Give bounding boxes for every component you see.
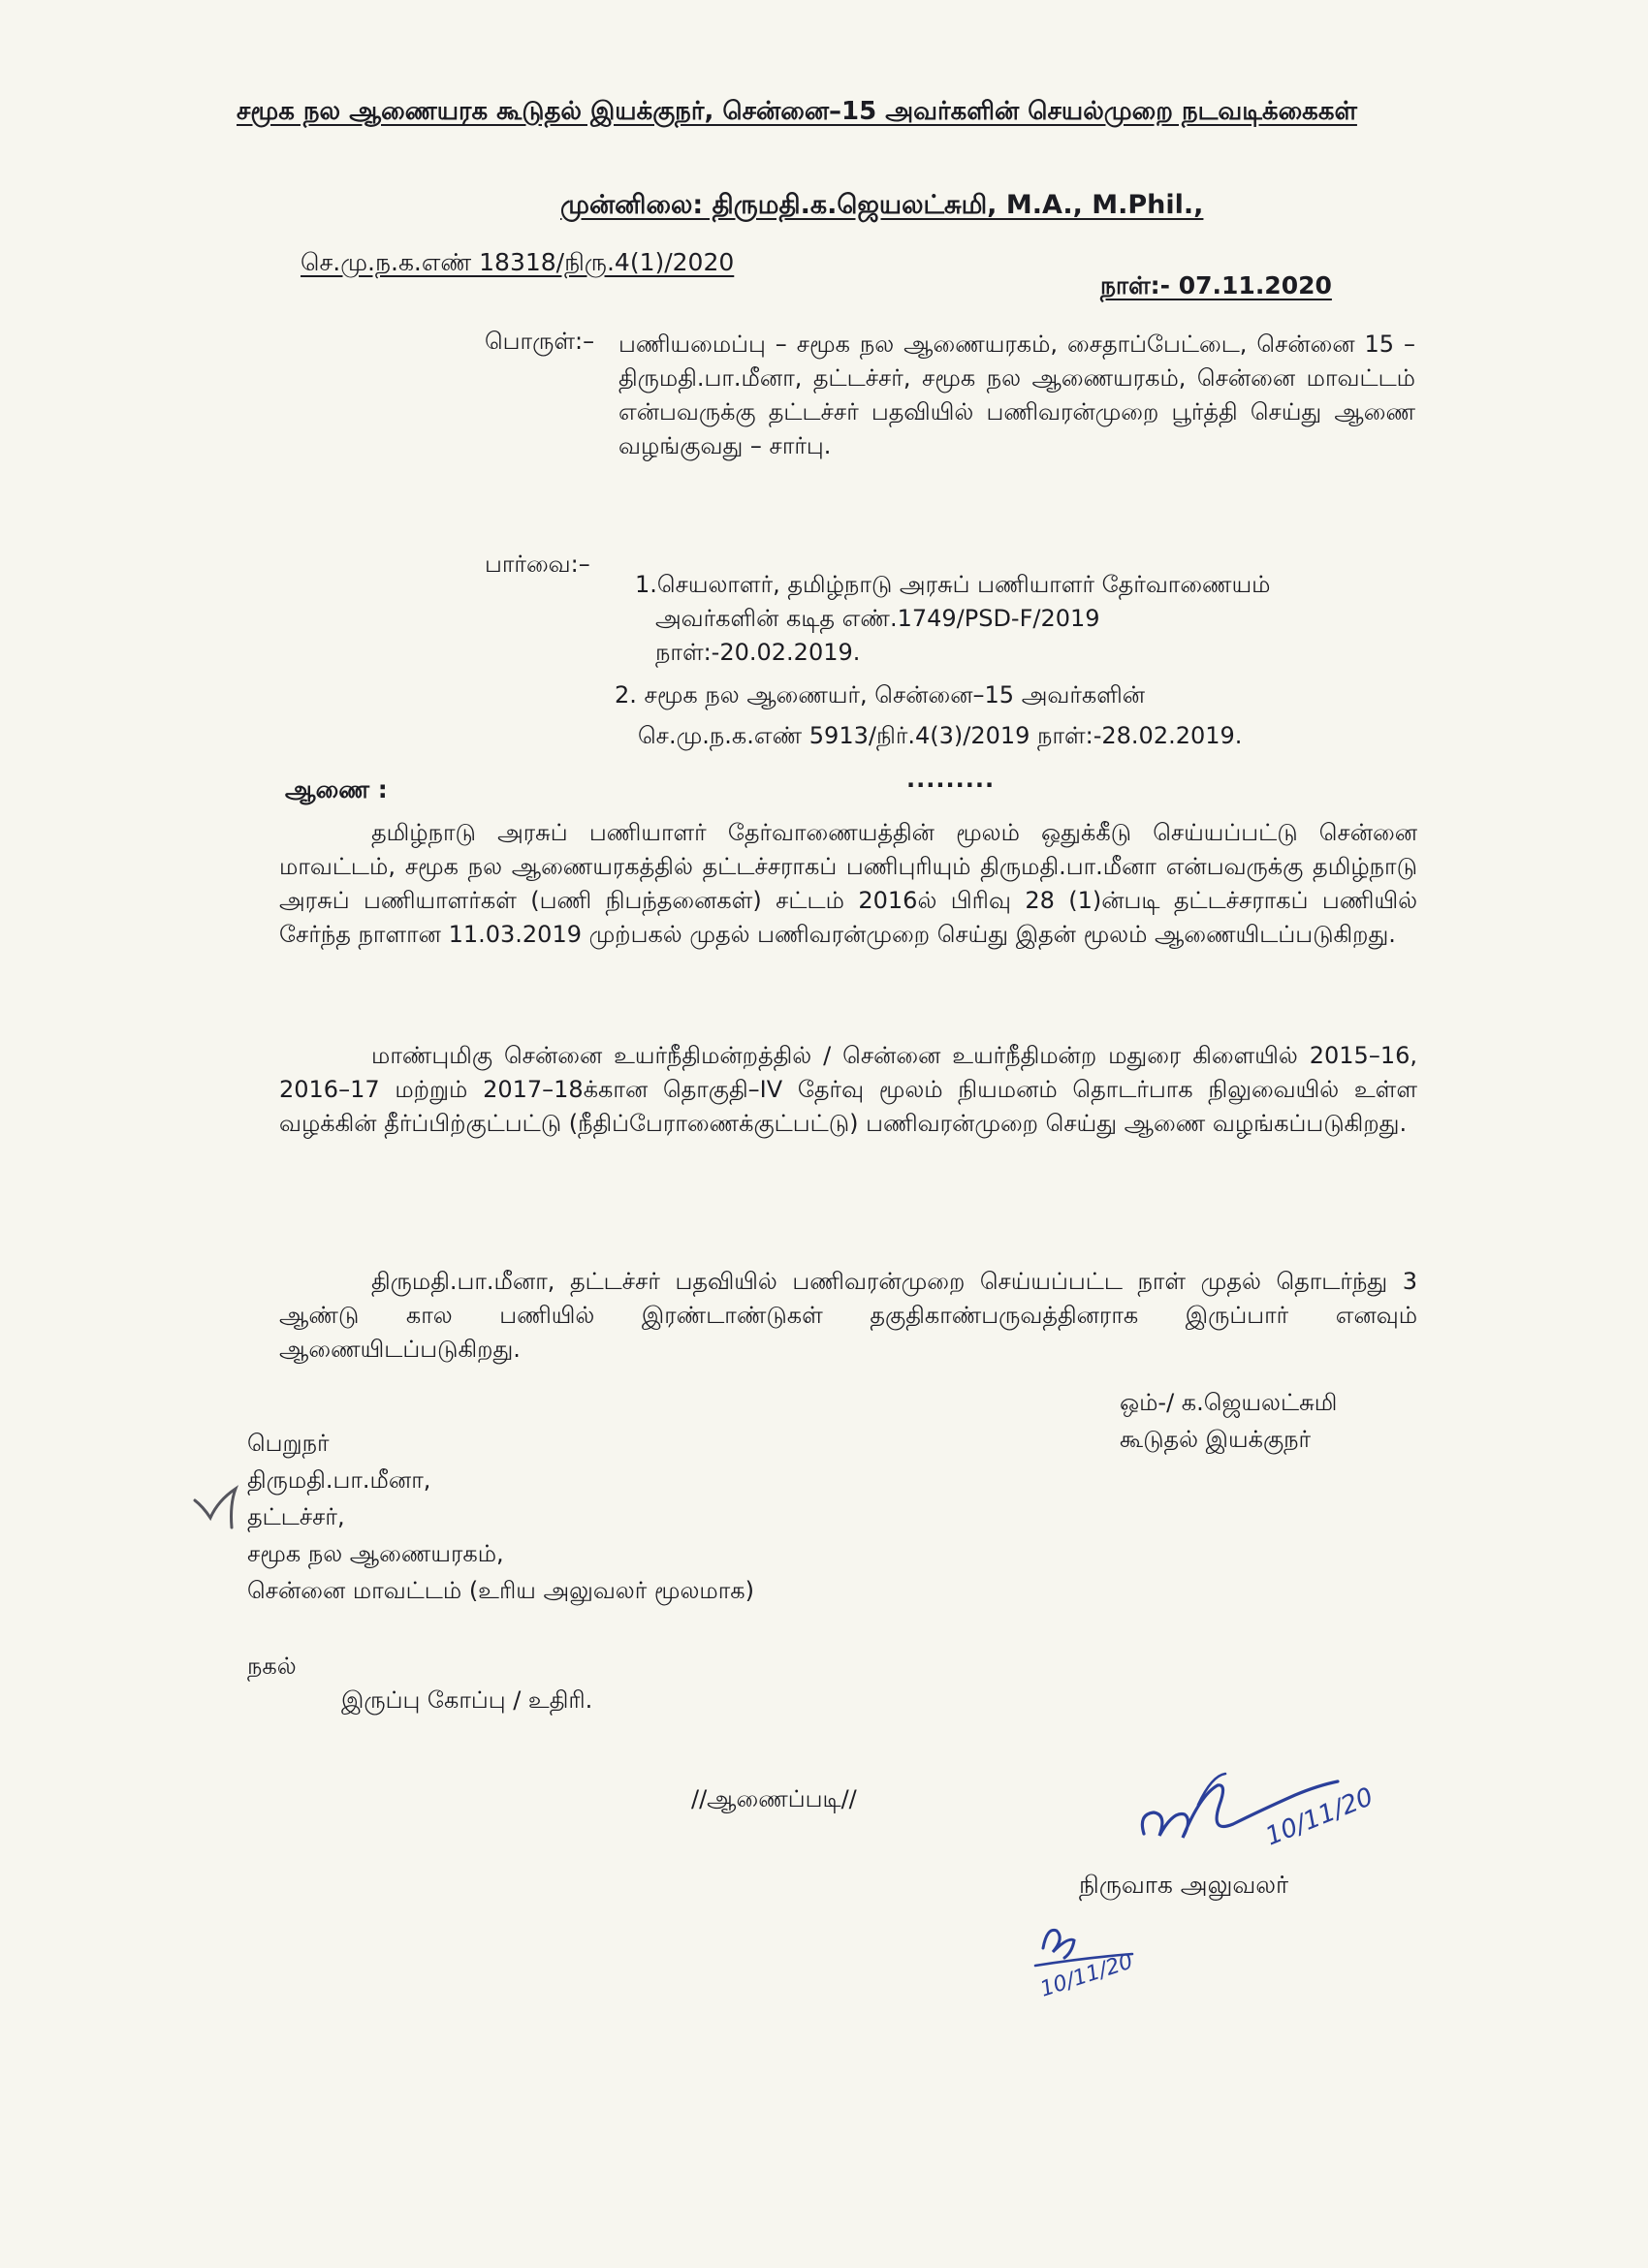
reference-2-line-1: 2. சமூக நல ஆணையர், சென்னை–15 அவர்களின் <box>615 681 1146 709</box>
recipient-line-1: திருமதி.பா.மீனா, <box>247 1466 431 1494</box>
document-date: நாள்:- 07.11.2020 <box>1100 271 1332 299</box>
pencil-tick-mark <box>189 1483 257 1536</box>
reference-1-line-2: அவர்களின் கடித எண்.1749/PSD-F/2019 <box>655 605 1100 632</box>
true-copy-line: //ஆணைப்படி// <box>691 1785 857 1812</box>
subject-label: பொருள்:– <box>485 328 595 355</box>
recipient-block <box>247 1425 754 1609</box>
document-title: சமூக நல ஆணையரக கூடுதல் இயக்குநர், சென்னை–15 அவர்களின் செயல்முறை நடவடிக்கைகள் <box>237 97 1357 126</box>
recipient-line-4: சென்னை மாவட்டம் (உரிய அலுவலர் மூலமாக) <box>247 1577 754 1604</box>
order-heading: ஆணை : <box>285 775 388 803</box>
signatory-designation: கூடுதல் இயக்குநர் <box>1120 1426 1312 1453</box>
order-paragraph-3: திருமதி.பா.மீனா, தட்டச்சர் பதவியில் பணிவரன்முறை செய்யப்பட்ட நாள் முதல் தொடர்ந்து 3 ஆண்டு கால பணியில் இரண்டாண்டுகள் தகுதிகாண்பருவத்தினராக இருப்பார் எனவும் ஆணையிடப்படுகிறது. <box>279 1268 1417 1363</box>
signatory-block <box>1120 1384 1337 1458</box>
signatory-name: ஒம்-/ க.ஜெயலட்சுமி <box>1120 1389 1338 1416</box>
recipient-line-2: தட்டச்சர், <box>247 1503 345 1530</box>
recipient-label: பெறுநர் <box>247 1430 330 1457</box>
separator-dots: ......... <box>906 766 996 793</box>
subject-text: பணியமைப்பு – சமூக நல ஆணையரகம், சைதாப்பேட்டை, சென்னை 15 – திருமதி.பா.மீனா, தட்டச்சர், சமூக நல ஆணையரகம், சென்னை மாவட்டம் என்பவருக்கு தட்டச்சர் பதவியில் பணிவரன்முறை பூர்த்தி செய்து ஆணை வழங்குவது – சார்பு. <box>618 331 1415 459</box>
officer-signature <box>1125 1756 1386 1873</box>
officer-designation: நிருவாக அலுவலர் <box>1079 1871 1289 1899</box>
recipient-line-3: சமூக நல ஆணையரகம், <box>247 1540 504 1567</box>
initials-mark <box>1026 1919 1152 2006</box>
reference-1-line-3: நாள்:-20.02.2019. <box>655 639 861 666</box>
order-paragraph-2: மாண்புமிகு சென்னை உயர்நீதிமன்றத்தில் / சென்னை உயர்நீதிமன்ற மதுரை கிளையில் 2015–16, 2016–17 மற்றும் 2017–18க்கான தொகுதி–IV தேர்வு மூலம் நியமனம் தொடர்பாக நிலுவையில் உள்ள வழக்கின் தீர்ப்பிற்குட்பட்டு (நீதிப்பேராணைக்குட்பட்டு) பணிவரன்முறை செய்து ஆணை வழங்கப்படுகிறது. <box>279 1042 1417 1137</box>
reference-2-line-2: செ.மு.ந.க.எண் 5913/நிர்.4(3)/2019 நாள்:-28.02.2019. <box>638 722 1243 749</box>
reference-number: செ.மு.ந.க.எண் 18318/நிரு.4(1)/2020 <box>301 248 735 276</box>
reference-label: பார்வை:– <box>485 551 590 578</box>
copy-item: இருப்பு கோப்பு / உதிரி. <box>341 1686 593 1714</box>
presence-line: முன்னிலை: திருமதி.க.ஜெயலட்சுமி, M.A., M.Phil., <box>560 190 1204 220</box>
reference-1-line-1: 1.செயலாளர், தமிழ்நாடு அரசுப் பணியாளர் தேர்வாணையம் <box>635 571 1271 598</box>
order-paragraph-1: தமிழ்நாடு அரசுப் பணியாளர் தேர்வாணையத்தின் மூலம் ஒதுக்கீடு செய்யப்பட்டு சென்னை மாவட்டம், சமூக நல ஆணையரகத்தில் தட்டச்சராகப் பணிபுரியும் திருமதி.பா.மீனா என்பவருக்கு தமிழ்நாடு அரசுப் பணியாளர்கள் (பணி நிபந்தனைகள்) சட்டம் 2016ல் பிரிவு 28 (1)ன்படி தட்டச்சராகப் பணியில் சேர்ந்த நாளான 11.03.2019 முற்பகல் முதல் பணிவரன்முறை செய்து இதன் மூலம் ஆணையிடப்படுகிறது. <box>279 819 1417 948</box>
signature-date: 10/11/20 <box>1261 1781 1378 1852</box>
initials-date: 10/11/20 <box>1037 1949 1136 2002</box>
copy-label: நகல் <box>247 1653 297 1680</box>
